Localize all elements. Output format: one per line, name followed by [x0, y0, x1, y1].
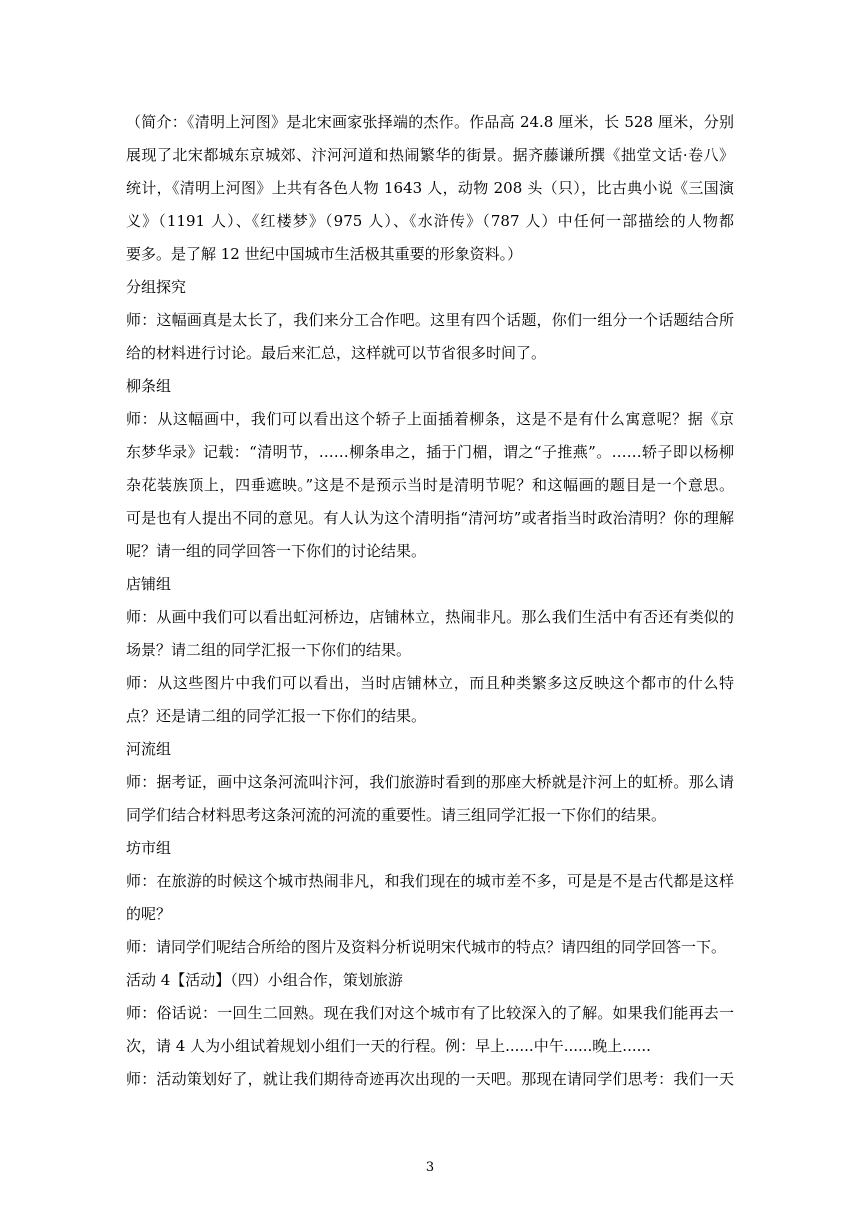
- paragraph-line: 师：从这幅画中，我们可以看出这个轿子上面插着柳条，这是不是有什么寓意呢？据《京: [126, 410, 734, 428]
- paragraph-line: 师：活动策划好了，就让我们期待奇迹再次出现的一天吧。那现在请同学们思考：我们一天: [126, 1070, 734, 1088]
- section-heading: 分组探究: [126, 278, 187, 296]
- paragraph-line: 义》（1191 人）、《红楼梦》（975 人）、《水浒传》（787 人）中任何一部描绘的人物都: [126, 212, 734, 230]
- paragraph-line: 同学们结合材料思考这条河流的河流的重要性。请三组同学汇报一下你们的结果。: [126, 806, 667, 824]
- section-heading: 坊市组: [126, 839, 172, 857]
- paragraph-line: 师：在旅游的时候这个城市热闹非凡，和我们现在的城市差不多，可是是不是古代都是这样: [126, 872, 734, 890]
- page-number: 3: [425, 1160, 435, 1175]
- paragraph-line: 点？还是请二组的同学汇报一下你们的结果。: [126, 707, 427, 725]
- paragraph-line: 统计，《清明上河图》上共有各色人物 1643 人，动物 208 头（只），比古典小说《三国演: [126, 179, 734, 197]
- paragraph-line: 给的材料进行讨论。最后来汇总，这样就可以节省很多时间了。: [126, 344, 547, 362]
- paragraph-line: 东梦华录》记载：“清明节，……柳条串之，插于门楣，谓之“子推燕”。……轿子即以杨柳: [126, 443, 734, 461]
- paragraph-line: 的呢？: [126, 905, 172, 923]
- paragraph-line: 杂花装族顶上，四垂遮映。”这是不是预示当时是清明节呢？和这幅画的题目是一个意思。: [126, 476, 734, 494]
- document-body: [126, 106, 734, 1096]
- paragraph-line: 呢？请一组的同学回答一下你们的讨论结果。: [126, 542, 427, 560]
- paragraph-line: 展现了北宋都城东京城郊、汴河河道和热闹繁华的街景。据齐藤谦所撰《拙堂文话·卷八》: [126, 146, 734, 164]
- paragraph-line: （简介：《清明上河图》是北宋画家张择端的杰作。作品高 24.8 厘米，长 528 厘米，分别: [126, 113, 734, 131]
- paragraph-line: 师：俗话说：一回生二回熟。现在我们对这个城市有了比较深入的了解。如果我们能再去一: [126, 1004, 734, 1022]
- paragraph-line: 师：这幅画真是太长了，我们来分工合作吧。这里有四个话题，你们一组分一个话题结合所: [126, 311, 734, 329]
- section-heading: 柳条组: [126, 377, 172, 395]
- paragraph-line: 师：据考证，画中这条河流叫汴河，我们旅游时看到的那座大桥就是汴河上的虹桥。那么请: [126, 773, 734, 791]
- section-heading: 店铺组: [126, 575, 172, 593]
- paragraph-line: 次，请 4 人为小组试着规划小组们一天的行程。例：早上......中午......晚上......: [126, 1037, 651, 1055]
- section-heading: 活动 4【活动】（四）小组合作，策划旅游: [126, 971, 403, 989]
- section-heading: 河流组: [126, 740, 172, 758]
- paragraph-line: 师：请同学们呢结合所给的图片及资料分析说明宋代城市的特点？请四组的同学回答一下。: [126, 938, 727, 956]
- paragraph-line: 师：从画中我们可以看出虹河桥边，店铺林立，热闹非凡。那么我们生活中有否还有类似的: [126, 608, 734, 626]
- paragraph-line: 场景？请二组的同学汇报一下你们的结果。: [126, 641, 412, 659]
- paragraph-line: 师：从这些图片中我们可以看出，当时店铺林立，而且种类繁多这反映这个都市的什么特: [126, 674, 734, 692]
- paragraph-line: 可是也有人提出不同的意见。有人认为这个清明指“清河坊”或者指当时政治清明？你的理解: [126, 509, 734, 527]
- paragraph-line: 要多。是了解 12 世纪中国城市生活极其重要的形象资料。）: [126, 245, 523, 263]
